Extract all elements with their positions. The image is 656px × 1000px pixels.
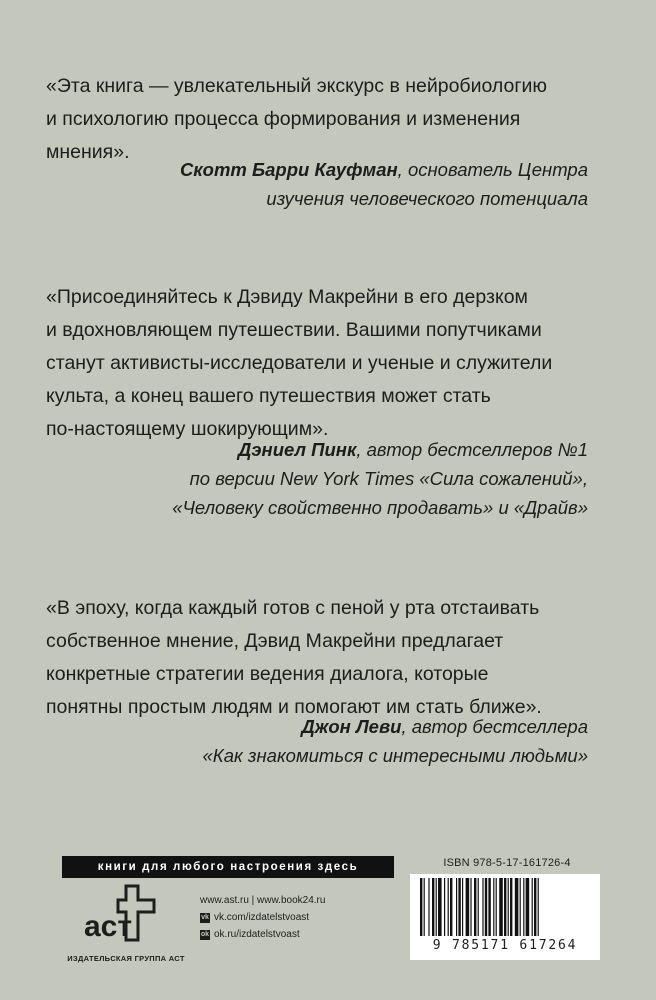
barcode — [410, 874, 600, 960]
publisher-name: ИЗДАТЕЛЬСКАЯ ГРУППА АСТ — [67, 954, 185, 963]
ok-link[interactable] — [200, 926, 325, 943]
quote-line: и вдохновляющем путешествии. Вашими попутчиками — [46, 319, 542, 341]
quote-line: «Присоединяйтесь к Дэвиду Макрейни в его дерзком — [46, 286, 528, 308]
barcode-bar — [432, 878, 434, 936]
barcode-bar — [510, 878, 512, 936]
barcode-bar — [436, 878, 437, 936]
review-credit: изучения человеческого потенциала — [266, 188, 588, 209]
tagline-banner: книги для любого настроения здесь — [62, 856, 394, 878]
barcode-bar — [538, 878, 539, 936]
barcode-bar — [534, 878, 536, 936]
barcode-bar — [523, 878, 524, 936]
barcode-bar — [488, 878, 490, 936]
barcode-bar — [508, 878, 509, 936]
logo-text: аст — [84, 910, 133, 943]
barcode-bar — [438, 878, 442, 936]
barcode-bars — [416, 878, 594, 938]
review-credit: , автор бестселлера — [401, 716, 588, 737]
review-2-quote — [46, 281, 606, 446]
review-author: Дэниел Пинк — [237, 439, 357, 460]
vk-link[interactable] — [200, 909, 325, 926]
quote-line: «Эта книга — увлекательный экскурс в нейробиологию — [46, 75, 547, 97]
quote-line: станут активисты-исследователи и ученые и служители — [46, 352, 553, 374]
barcode-bar — [496, 878, 497, 936]
quote-line: понятны простым людям и помогают им стать ближе». — [46, 696, 542, 718]
barcode-bar — [424, 878, 425, 936]
review-author: Джон Леви — [301, 716, 402, 737]
barcode-bar — [526, 878, 530, 936]
barcode-bar — [448, 878, 449, 936]
barcode-bar — [474, 878, 476, 936]
review-3-attribution — [28, 712, 588, 770]
barcode-bar — [493, 878, 494, 936]
review-3-quote — [46, 592, 606, 724]
review-credit: , автор бестселлеров №1 — [356, 439, 588, 460]
quote-line: по-настоящему шокирующим». — [46, 418, 329, 440]
review-author: Скотт Барри Кауфман — [179, 159, 398, 180]
barcode-bar — [470, 878, 471, 936]
vk-link-text[interactable]: vk.com/izdatelstvoast — [214, 912, 310, 923]
vk-icon: vk — [201, 913, 209, 921]
barcode-bar — [504, 878, 506, 936]
quote-line: мнения». — [46, 141, 130, 163]
website-link-text[interactable]: www.ast.ru | www.book24.ru — [200, 895, 326, 906]
review-credit: по версии New York Times «Сила сожалений», — [189, 468, 588, 489]
ok-icon: ok — [200, 930, 210, 938]
barcode-bar — [532, 878, 533, 936]
barcode-bar — [482, 878, 483, 936]
review-1-attribution — [28, 155, 588, 213]
barcode-bar — [456, 878, 457, 936]
quote-line: и психологию процесса формирования и изменения — [46, 108, 521, 130]
barcode-bar — [444, 878, 445, 936]
website-links[interactable] — [200, 892, 325, 909]
review-credit: , основатель Центра — [397, 159, 588, 180]
barcode-bar — [450, 878, 452, 936]
ok-link-text[interactable]: ok.ru/izdatelstvoast — [214, 929, 300, 940]
quote-line: культа, а конец вашего путешествия может стать — [46, 385, 491, 407]
barcode-bar — [428, 878, 429, 936]
publisher-links — [200, 892, 325, 943]
barcode-bar — [462, 878, 463, 936]
review-credit: «Человеку свойственно продавать» и «Драйв» — [172, 497, 588, 518]
barcode-bar — [466, 878, 470, 936]
isbn-label: ISBN 978-5-17-161726-4 — [443, 857, 571, 869]
barcode-digits: 9 785171 617264 — [432, 938, 578, 953]
barcode-bar — [478, 878, 479, 936]
review-2-attribution — [28, 435, 588, 522]
barcode-bar — [458, 878, 460, 936]
barcode-bar — [520, 878, 521, 936]
barcode-bar — [420, 878, 422, 936]
ast-logo — [80, 882, 160, 944]
review-credit: «Как знакомиться с интересными людьми» — [202, 745, 588, 766]
barcode-bar — [499, 878, 503, 936]
barcode-bar — [485, 878, 487, 936]
quote-line: собственное мнение, Дэвид Макрейни предлагает — [46, 630, 504, 652]
quote-line: конкретные стратегии ведения диалога, которые — [46, 663, 489, 685]
quote-line: «В эпоху, когда каждый готов с пеной у рта отстаивать — [46, 597, 540, 619]
barcode-bar — [515, 878, 519, 936]
